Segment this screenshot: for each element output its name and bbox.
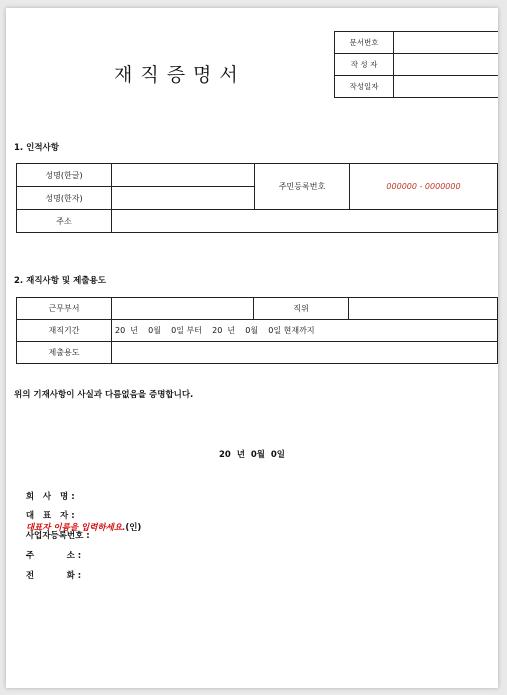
author-value[interactable]: [394, 54, 499, 76]
address-value[interactable]: [112, 210, 498, 233]
doc-info-row: [335, 32, 499, 54]
ceo-name-value[interactable]: 대표자 이름을 입력하세요.: [25, 523, 126, 533]
name-kr-label: 성명(한글): [17, 164, 112, 187]
phone-label: 전 화 :: [25, 571, 82, 581]
phone-row: [14, 559, 81, 591]
personal-info-table: [16, 163, 498, 233]
doc-number-value[interactable]: [394, 32, 499, 54]
certification-statement: 위의 기재사항이 사실과 다름없음을 증명합니다.: [14, 390, 194, 400]
section2-heading: 2. 재직사항 및 제출용도: [14, 276, 106, 286]
dept-value[interactable]: [112, 298, 254, 320]
ceo-label: 대 표 자 :: [25, 511, 75, 521]
employment-table: [16, 297, 498, 364]
position-value[interactable]: [349, 298, 498, 320]
period-label: 재직기간: [17, 320, 112, 342]
position-label: 직위: [254, 298, 349, 320]
bizno-label: 사업자등록번호 :: [25, 531, 90, 541]
name-hanja-value[interactable]: [112, 187, 255, 210]
rrn-value[interactable]: 000000 - 0000000: [350, 164, 498, 210]
company-address-label: 주 소 :: [25, 551, 82, 561]
doc-info-table: [334, 31, 498, 98]
section1-heading: 1. 인적사항: [14, 143, 59, 153]
purpose-value[interactable]: [112, 342, 498, 364]
date-created-label: 작성일자: [335, 76, 394, 98]
name-hanja-label: 성명(한자): [17, 187, 112, 210]
seal-mark: (인): [125, 523, 142, 533]
document-title: 재직증명서: [114, 64, 246, 86]
date-created-value[interactable]: [394, 76, 499, 98]
dept-label: 근무부서: [17, 298, 112, 320]
doc-number-label: 문서번호: [335, 32, 394, 54]
period-value[interactable]: 20 년 0월 0일 부터 20 년 0월 0일 현재까지: [112, 320, 498, 342]
document-page: [6, 8, 498, 688]
doc-info-row: [335, 76, 499, 98]
doc-info-row: [335, 54, 499, 76]
address-label: 주소: [17, 210, 112, 233]
purpose-label: 제출용도: [17, 342, 112, 364]
author-label: 작 성 자: [335, 54, 394, 76]
company-name-label: 회 사 명 :: [25, 492, 75, 502]
issue-date[interactable]: 20 년 0월 0일: [218, 450, 286, 460]
name-kr-value[interactable]: [112, 164, 255, 187]
rrn-label: 주민등록번호: [255, 164, 350, 210]
